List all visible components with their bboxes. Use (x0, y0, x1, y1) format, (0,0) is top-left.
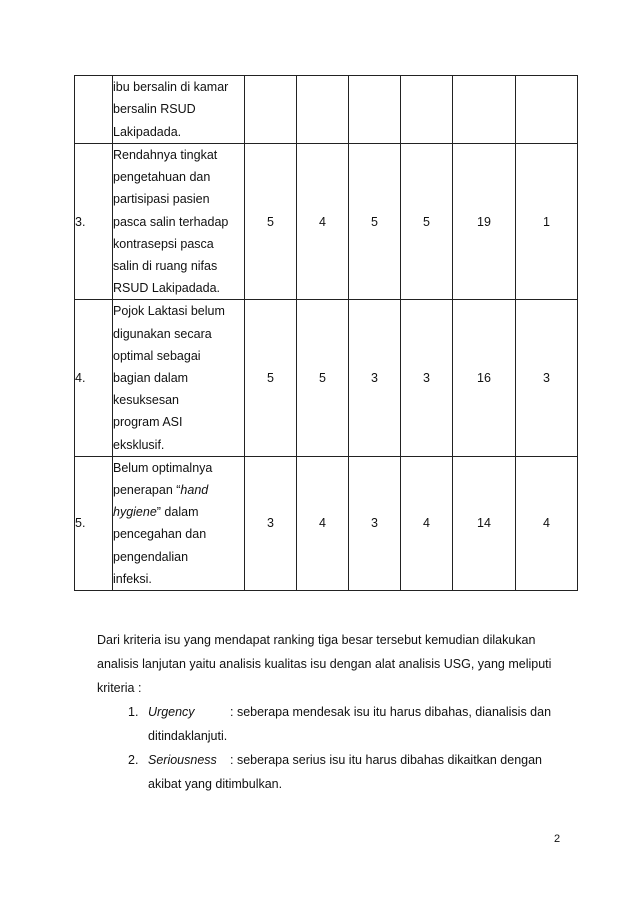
criteria-term: Seriousness (148, 753, 217, 767)
score-cell: 3 (401, 300, 453, 456)
score-cell: 3 (349, 300, 401, 456)
score-cell: 5 (297, 300, 349, 456)
issue-line (113, 523, 244, 545)
score-cell: 1 (516, 144, 578, 300)
score-cell: 14 (453, 456, 516, 590)
issue-line (113, 121, 244, 143)
issue-line (113, 434, 244, 456)
criteria-number: 2. (128, 753, 139, 767)
score-cell: 3 (349, 456, 401, 590)
criteria-item-seriousness (128, 748, 568, 796)
issue-line (113, 277, 244, 299)
row-number (75, 76, 113, 144)
criteria-description-cont: ditindaklanjuti. (148, 729, 228, 743)
score-cell: 4 (516, 456, 578, 590)
issue-line (113, 233, 244, 255)
row-number: 5. (75, 456, 113, 590)
score-cell: 16 (453, 300, 516, 456)
table-row (75, 76, 578, 144)
paragraph-line: kriteria : (97, 681, 142, 695)
score-cell: 5 (401, 144, 453, 300)
score-cell (349, 76, 401, 144)
issue-line (113, 345, 244, 367)
criteria-number: 1. (128, 705, 139, 719)
issue-line (113, 501, 244, 523)
issue-text: salin di ruang nifas (113, 259, 218, 274)
score-cell (297, 76, 349, 144)
issue-cell (113, 300, 245, 456)
issue-line (113, 479, 244, 501)
issue-cell (113, 456, 245, 590)
issue-text: digunakan secara (113, 326, 212, 341)
score-cell: 4 (297, 456, 349, 590)
score-cell (453, 76, 516, 144)
issue-text: Rendahnya tingkat (113, 148, 218, 162)
issue-text: pencegahan dan (113, 527, 207, 542)
score-cell: 4 (401, 456, 453, 590)
issue-line (113, 568, 244, 590)
issue-line (113, 98, 244, 120)
issue-text: partisipasi pasien (113, 192, 210, 207)
table-row (75, 144, 578, 300)
issue-text: Pojok Laktasi belum (113, 304, 225, 319)
issue-text: infeksi. (113, 571, 152, 586)
issue-text: bersalin RSUD (113, 102, 196, 117)
issue-line (113, 389, 244, 411)
criteria-description: : seberapa mendesak isu itu harus dibahas, dianalisis dan (230, 705, 552, 719)
issue-table (74, 75, 578, 591)
issue-line (113, 323, 244, 345)
issue-line (113, 76, 244, 98)
issue-line (113, 457, 244, 479)
criteria-list (128, 700, 568, 796)
score-cell: 3 (516, 300, 578, 456)
issue-text: program ASI (113, 415, 183, 430)
score-cell: 5 (245, 300, 297, 456)
row-number: 4. (75, 300, 113, 456)
issue-line (113, 300, 244, 322)
issue-line (113, 188, 244, 210)
issue-text: ” dalam (156, 505, 199, 520)
score-cell (245, 76, 297, 144)
intro-paragraph (97, 628, 562, 700)
paragraph-line: analisis lanjutan yaitu analisis kualitas isu dengan alat analisis USG, yang meliputi (97, 657, 552, 671)
score-cell (401, 76, 453, 144)
issue-line (113, 211, 244, 233)
score-cell: 19 (453, 144, 516, 300)
issue-line (113, 144, 244, 166)
issue-text: eksklusif. (113, 437, 165, 452)
issue-text: hygiene (113, 505, 157, 520)
score-cell (516, 76, 578, 144)
page-number: 2 (554, 833, 561, 845)
issue-text: Lakipadada. (113, 124, 182, 139)
criteria-item-urgency (128, 700, 568, 748)
table-row (75, 300, 578, 456)
issue-text: pengendalian (113, 549, 189, 564)
score-cell: 3 (245, 456, 297, 590)
issue-line (113, 367, 244, 389)
issue-text: penerapan “ (113, 483, 181, 498)
score-cell: 4 (297, 144, 349, 300)
issue-text: RSUD Lakipadada. (113, 281, 221, 296)
issue-text: pasca salin terhadap (113, 214, 229, 229)
issue-text: ibu bersalin di kamar (113, 80, 229, 95)
issue-cell (113, 76, 245, 144)
issue-text: bagian dalam (113, 371, 189, 386)
issue-text: hand (180, 483, 209, 498)
issue-line (113, 255, 244, 277)
issue-text: pengetahuan dan (113, 170, 211, 185)
issue-text: Belum optimalnya (113, 460, 213, 475)
score-cell: 5 (349, 144, 401, 300)
criteria-description-cont: akibat yang ditimbulkan. (148, 777, 283, 791)
issue-line (113, 546, 244, 568)
score-cell: 5 (245, 144, 297, 300)
issue-text: kontrasepsi pasca (113, 236, 214, 251)
issue-line (113, 411, 244, 433)
issue-cell (113, 144, 245, 300)
issue-line (113, 166, 244, 188)
row-number: 3. (75, 144, 113, 300)
criteria-term: Urgency (148, 705, 195, 719)
issue-text: optimal sebagai (113, 348, 201, 363)
paragraph-line: Dari kriteria isu yang mendapat ranking tiga besar tersebut kemudian dilakukan (97, 633, 536, 647)
criteria-description: : seberapa serius isu itu harus dibahas dikaitkan dengan (230, 753, 543, 767)
issue-text: kesuksesan (113, 393, 180, 408)
table-row (75, 456, 578, 590)
